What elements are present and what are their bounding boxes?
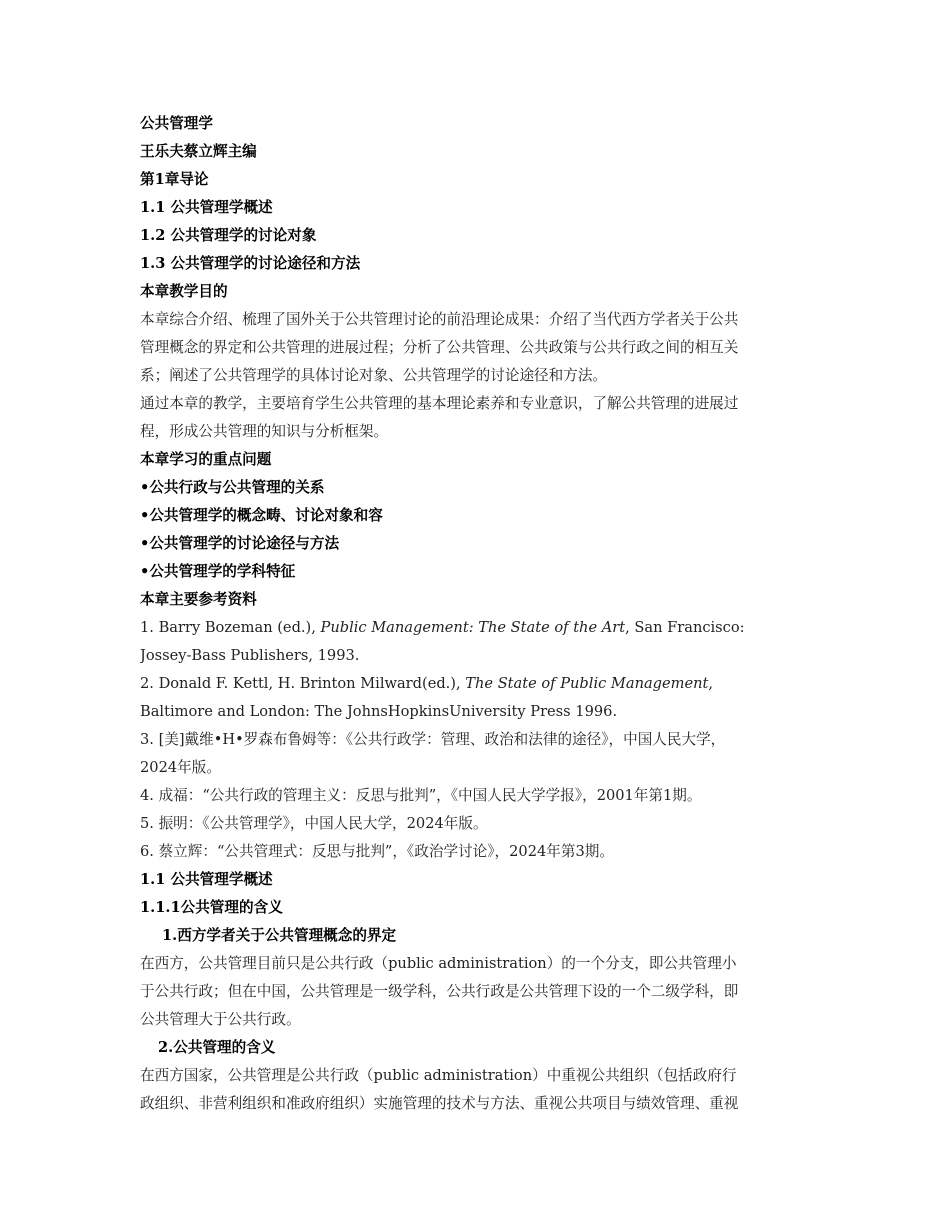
key-issues-heading: 本章学习的重点问题 (140, 451, 272, 468)
subsection-heading: 1.1.1公共管理的含义 (140, 899, 283, 916)
reference-item-continued: Jossey-Bass Publishers, 1993. (140, 647, 360, 664)
reference-item-continued: 2024年版。 (140, 759, 221, 776)
aims-heading: 本章教学目的 (140, 283, 228, 300)
aims-paragraph-line: 通过本章的教学，主要培育学生公共管理的基本理论素养和专业意识，了解公共管理的进展过 (140, 395, 739, 412)
aims-paragraph-line: 系；阐述了公共管理学的具体讨论对象、公共管理学的讨论途径和方法。 (140, 367, 608, 384)
key-issue-item: •公共管理学的讨论途径与方法 (140, 535, 340, 552)
reference-item: 3. [美]戴维•H•罗森布鲁姆等：《公共行政学：管理、政治和法律的途径》，中国人民大学， (140, 731, 726, 748)
key-issue-item: •公共管理学的概念畴、讨论对象和容 (140, 507, 383, 524)
editors-line: 王乐夫蔡立辉主编 (140, 143, 257, 160)
point-paragraph-line: 在西方，公共管理目前只是公共行政（public administration）的一个分支，即公共管理小 (140, 955, 737, 972)
references-heading: 本章主要参考资料 (140, 591, 257, 608)
toc-item: 1.3 公共管理学的讨论途径和方法 (140, 255, 361, 272)
key-issue-item: •公共管理学的学科特征 (140, 563, 296, 580)
document-body (140, 110, 812, 1118)
point-paragraph-line: 公共管理大于公共行政。 (140, 1011, 301, 1028)
reference-item: 4. 成福：“公共行政的管理主义：反思与批判”，《中国人民大学学报》，2001年第1期。 (140, 787, 702, 804)
toc-item: 1.2 公共管理学的讨论对象 (140, 227, 317, 244)
reference-item: 5. 振明：《公共管理学》，中国人民大学，2024年版。 (140, 815, 488, 832)
reference-item: 2. Donald F. Kettl, H. Brinton Milward(ed.), The State of Public Management, (140, 675, 714, 692)
toc-item: 1.1 公共管理学概述 (140, 199, 273, 216)
document-title: 公共管理学 (140, 115, 213, 132)
key-issue-item: •公共行政与公共管理的关系 (140, 479, 325, 496)
point-paragraph-line: 于公共行政；但在中国，公共管理是一级学科，公共行政是公共管理下设的一个二级学科，即 (140, 983, 739, 1000)
point-heading: 2.公共管理的含义 (158, 1039, 276, 1056)
chapter-heading: 第1章导论 (140, 171, 209, 188)
aims-paragraph-line: 管理概念的界定和公共管理的进展过程；分析了公共管理、公共政策与公共行政之间的相互关 (140, 339, 739, 356)
point-paragraph-line: 政组织、非营利组织和准政府组织）实施管理的技术与方法、重视公共项目与绩效管理、重视 (140, 1095, 739, 1112)
reference-item-continued: Baltimore and London: The JohnsHopkinsUniversity Press 1996. (140, 703, 618, 720)
reference-item: 6. 蔡立辉：“公共管理式：反思与批判”，《政治学讨论》，2024年第3期。 (140, 843, 614, 860)
point-heading: 1.西方学者关于公共管理概念的界定 (162, 927, 397, 944)
reference-item: 1. Barry Bozeman (ed.), Public Management: The State of the Art, San Francisco: (140, 619, 745, 636)
aims-paragraph-line: 程，形成公共管理的知识与分析框架。 (140, 423, 389, 440)
section-heading: 1.1 公共管理学概述 (140, 871, 273, 888)
point-paragraph-line: 在西方国家，公共管理是公共行政（public administration）中重视公共组织（包括政府行 (140, 1067, 737, 1084)
aims-paragraph-line: 本章综合介绍、梳理了国外关于公共管理讨论的前沿理论成果：介绍了当代西方学者关于公共 (140, 311, 739, 328)
